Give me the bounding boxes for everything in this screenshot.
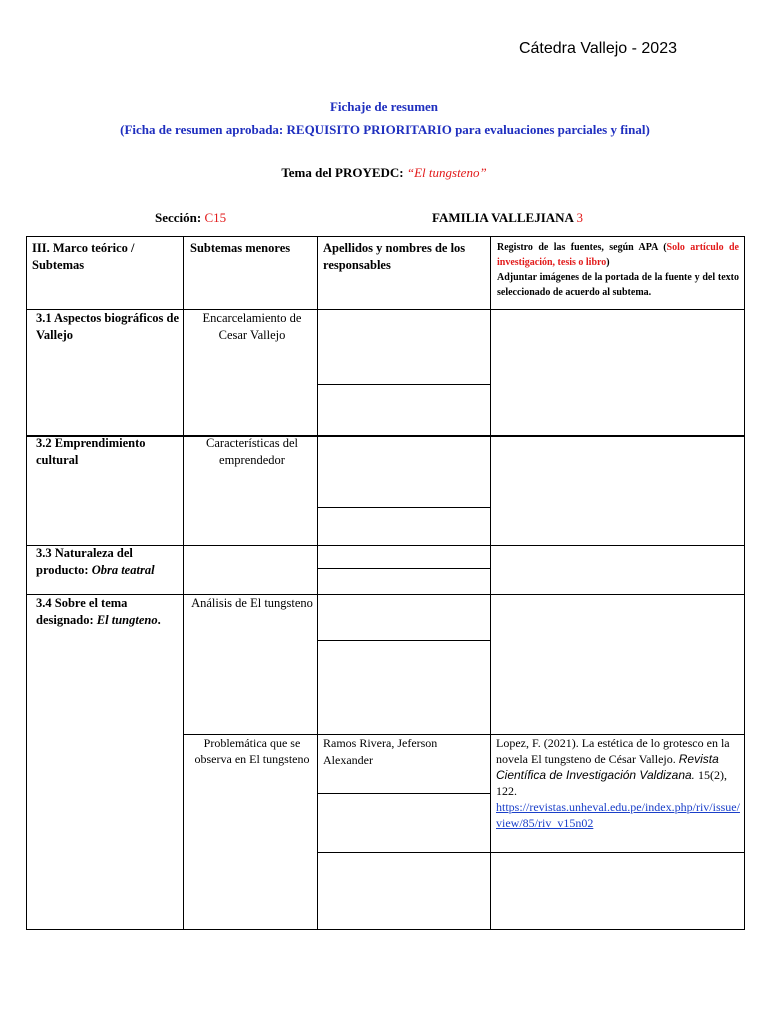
row-topic-3-4 — [36, 595, 182, 629]
row-topic-3-3-a: 3.3 Naturaleza del producto: — [36, 546, 133, 577]
grid-line — [317, 793, 491, 794]
grid-line — [183, 236, 184, 929]
header-responsables: Apellidos y nombres de los responsables — [323, 241, 466, 272]
course-title: Cátedra Vallejo - 2023 — [518, 40, 677, 57]
source-journal: Revista Científica de Investigación Valdizana. — [496, 752, 719, 782]
document-title: Fichaje de resumen — [329, 99, 439, 114]
header-registro-red: Solo artículo de investigación, tesis o libro — [497, 242, 739, 268]
grid-line — [317, 384, 491, 385]
grid-line — [744, 236, 745, 929]
family-field — [432, 210, 583, 226]
document-subtitle — [110, 122, 660, 138]
row-topic-3-1: 3.1 Aspectos biográficos de Vallejo — [36, 311, 180, 342]
row-subtopic-3-2: Características del emprendedor — [206, 436, 298, 467]
row-source-3-4 — [496, 735, 742, 831]
row-subtopic-3-4-b: Problemática que se observa en El tungsteno — [194, 736, 310, 766]
header-registro-fuentes — [497, 240, 739, 300]
subtitle-part-b: REQUISITO PRIORITARIO — [286, 122, 452, 137]
row-topic-3-2: 3.2 Emprendimiento cultural — [36, 436, 146, 467]
row-topic-3-3 — [36, 545, 182, 579]
source-link[interactable]: https://revistas.unheval.edu.pe/index.php/riv/issue/view/85/riv_v15n02 — [496, 800, 740, 830]
section-field — [155, 210, 226, 226]
row-subtopic-3-4-a: Análisis de El tungsteno — [191, 596, 313, 610]
tema-label: Tema del PROYEDC: — [281, 165, 407, 180]
source-citation: Lopez, F. (2021). La estética de lo grotesco en la novela El tungsteno de César Vallejo. — [496, 736, 730, 766]
header-registro-c: Adjuntar imágenes de la portada de la fuente y del texto seleccionado de acuerdo al subtema. — [497, 272, 739, 298]
grid-line — [317, 568, 491, 569]
grid-line — [317, 507, 491, 508]
row-responsable-3-4: Ramos Rivera, Jeferson Alexander — [323, 736, 438, 767]
familia-value: 3 — [576, 210, 583, 225]
header-subtemas-menores: Subtemas menores — [190, 241, 291, 255]
grid-line — [26, 929, 745, 930]
header-marco-teorico: III. Marco teórico / Subtemas — [32, 241, 135, 272]
grid-line — [317, 640, 491, 641]
subtitle-part-a: (Ficha de resumen aprobada: — [120, 122, 287, 137]
tema-value: “El tungsteno” — [406, 165, 487, 180]
row-topic-3-3-b: Obra teatral — [91, 563, 155, 577]
seccion-label: Sección: — [155, 210, 205, 225]
header-registro-a: Registro de las fuentes, según APA ( — [497, 242, 667, 253]
grid-line — [317, 852, 745, 853]
grid-line — [26, 236, 27, 929]
grid-line — [317, 236, 318, 929]
grid-line — [490, 236, 491, 929]
seccion-value: C15 — [204, 210, 227, 225]
row-topic-3-4-b: El tungteno — [96, 613, 158, 627]
subtitle-part-c: para evaluaciones parciales y final) — [451, 122, 650, 137]
row-topic-3-4-c: . — [157, 613, 161, 627]
row-topic-3-4-a: 3.4 Sobre el tema designado: — [36, 596, 128, 627]
familia-label: FAMILIA VALLEJIANA — [432, 210, 577, 225]
header-registro-b: ) — [606, 257, 610, 268]
source-volume: 15(2), 122. — [496, 768, 728, 798]
row-subtopic-3-1: Encarcelamiento de Cesar Vallejo — [202, 311, 302, 342]
grid-line — [26, 236, 745, 237]
project-theme — [0, 165, 768, 181]
